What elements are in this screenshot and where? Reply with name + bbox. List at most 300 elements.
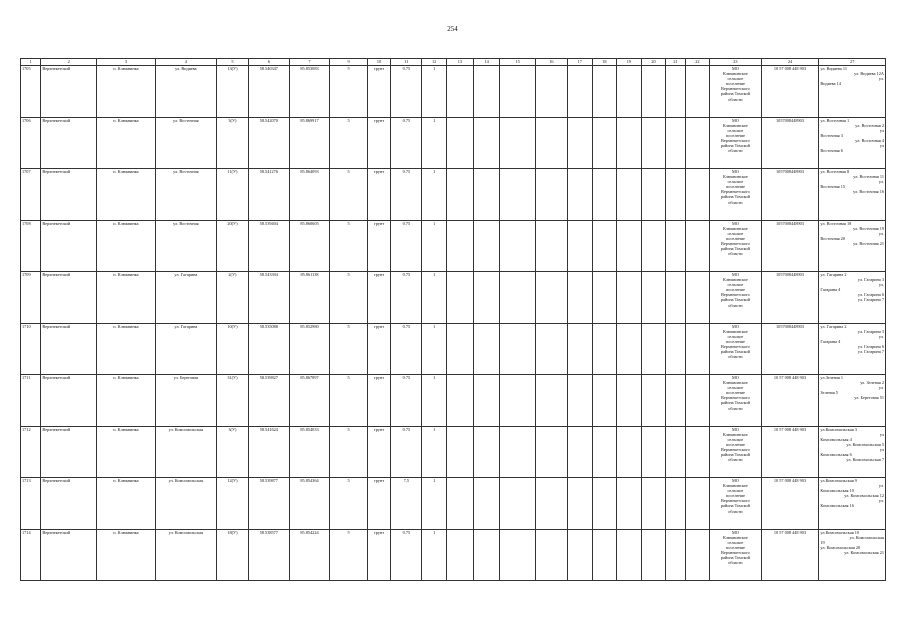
cell-place-no: 2(У) (216, 272, 248, 324)
cell-num: 1711 (21, 375, 41, 427)
empty-cell (567, 426, 592, 478)
cell-num: 1707 (21, 169, 41, 221)
cell-area: 0.75 (391, 66, 422, 118)
empty-cell (592, 478, 617, 530)
owner-line: района Томской (720, 554, 750, 560)
address-line: ул (879, 431, 884, 437)
cell-district: Верхнекетский (41, 529, 97, 581)
empty-cell (592, 375, 617, 427)
owner-line: Клюквинское (722, 277, 748, 283)
header-cell: 1 (21, 59, 41, 66)
address-line: ул.Комсомольская 3 (820, 426, 857, 432)
cell-num: 1708 (21, 220, 41, 272)
cell-street: ул. Восточная (155, 220, 216, 272)
empty-cell (535, 375, 567, 427)
cell-district: Верхнекетский (41, 323, 97, 375)
address-line: ул. (878, 385, 884, 391)
owner-line: поселение (725, 184, 745, 190)
address-line: Восточная 20 (820, 235, 845, 241)
cell-addresses (819, 66, 886, 118)
address-line: ул. Комсомольская 20 (820, 544, 861, 550)
empty-cell (617, 66, 642, 118)
owner-line: Клюквинское (722, 431, 748, 437)
empty-cell (473, 272, 500, 324)
table-row (21, 529, 886, 581)
empty-cell (685, 426, 710, 478)
empty-cell (446, 529, 473, 581)
owner-line: МО (731, 375, 739, 380)
cell-street: ул. Гагарина (155, 272, 216, 324)
cell-addresses (819, 375, 886, 427)
empty-cell (592, 272, 617, 324)
empty-cell (666, 117, 685, 169)
address-line: ул. Гагарина 2 (820, 272, 847, 277)
owner-line: Клюквинское (722, 534, 748, 540)
empty-cell (641, 375, 666, 427)
empty-cell (446, 323, 473, 375)
empty-cell (567, 117, 592, 169)
cell-lat: 58.538577 (248, 529, 289, 581)
owner-line: Клюквинское (722, 225, 748, 231)
empty-cell (592, 169, 617, 221)
owner-line: области (728, 405, 743, 411)
empty-cell (500, 169, 535, 221)
cell-lat: 58.543394 (248, 272, 289, 324)
owner-line: МО (731, 220, 739, 226)
address-line: ул. Восточная 21 (853, 240, 884, 246)
cell-num: 1709 (21, 272, 41, 324)
cell-locality: п. Клюквинка (96, 66, 155, 118)
cell-addresses (819, 478, 886, 530)
address-line: ул. Гагарина 7 (857, 297, 884, 303)
cell-surface: грунт (367, 478, 391, 530)
cell-district: Верхнекетский (41, 426, 97, 478)
empty-cell (685, 323, 710, 375)
address-line: ул. Комсомольская 5 (846, 441, 884, 447)
table-row (21, 66, 886, 118)
address-line: ул. (878, 179, 884, 185)
address-line: ул. Восточная 4 (855, 137, 884, 143)
owner-line: Клюквинское (722, 174, 748, 180)
address-line: ул. Комсомольская (849, 534, 884, 540)
cell-area: 0.75 (391, 529, 422, 581)
address-line: Комсомольская 4 (820, 436, 852, 442)
empty-cell (500, 323, 535, 375)
empty-cell (500, 478, 535, 530)
cell-lon: 85.861138 (289, 272, 330, 324)
empty-cell (666, 323, 685, 375)
cell-locality: п. Клюквинка (96, 220, 155, 272)
empty-cell (592, 117, 617, 169)
address-line: ул. (878, 498, 884, 504)
empty-cell (685, 272, 710, 324)
header-cell: 20 (641, 59, 666, 66)
empty-cell (535, 220, 567, 272)
header-cell: 3 (96, 59, 155, 66)
address-line: ул. Видяева 12А (854, 71, 884, 77)
owner-line: района Томской (720, 503, 750, 509)
header-cell: 23 (710, 59, 761, 66)
owner-line: области (728, 148, 743, 154)
cell-area: 0.75 (391, 169, 422, 221)
address-line: Гагарина 4 (820, 287, 841, 293)
header-cell: 10 (367, 59, 391, 66)
owner-line: Верхнекетского (720, 240, 750, 246)
owner-line: Верхнекетского (720, 292, 750, 298)
owner-line: района Томской (720, 348, 750, 354)
cell-cont: 1 (422, 529, 447, 581)
owner-line: поселение (725, 235, 745, 241)
empty-cell (617, 272, 642, 324)
cell-ogrn: 10 57 008 448 903 (761, 478, 819, 530)
address-line: Зеленая 5 (820, 390, 838, 396)
empty-cell (617, 323, 642, 375)
header-cell: 14 (473, 59, 500, 66)
owner-line: области (728, 199, 743, 205)
cell-locality: п. Клюквинка (96, 272, 155, 324)
owner-line: МО (731, 478, 739, 483)
empty-cell (567, 323, 592, 375)
header-cell: 18 (592, 59, 617, 66)
empty-cell (473, 169, 500, 221)
cell-surface: грунт (367, 117, 391, 169)
address-line: Восточная 3 (820, 132, 843, 138)
empty-cell (641, 117, 666, 169)
address-line: ул.Комсомольская 9 (820, 478, 857, 483)
address-line: ул. Восточная 11 (853, 174, 884, 180)
empty-cell (666, 220, 685, 272)
owner-line: МО (731, 117, 739, 123)
cell-ogrn: 1057008448903 (761, 323, 819, 375)
owner-line: МО (731, 272, 739, 277)
owner-line: Клюквинское (722, 328, 748, 334)
owner-line: поселение (725, 493, 745, 499)
address-line: ул. (878, 333, 884, 339)
cell-owner (710, 323, 761, 375)
address-line: Восточная 15 (820, 184, 845, 190)
header-cell: 6 (248, 59, 289, 66)
owner-line: МО (731, 169, 739, 174)
cell-street: ул. Комсомольская (155, 529, 216, 581)
address-line: ул. (878, 483, 884, 489)
cell-cont: 1 (422, 66, 447, 118)
owner-line: сельское (727, 488, 744, 494)
owner-line: поселение (725, 287, 745, 293)
cell-addresses (819, 272, 886, 324)
empty-cell (535, 117, 567, 169)
empty-cell (473, 117, 500, 169)
empty-cell (500, 117, 535, 169)
cell-lon: 85.854364 (289, 478, 330, 530)
empty-cell (641, 169, 666, 221)
cell-vol: 5 (330, 272, 367, 324)
cell-place-no: 3(У) (216, 426, 248, 478)
address-line: ул (879, 142, 884, 148)
cell-addresses (819, 426, 886, 478)
cell-place-no: 3(У) (216, 117, 248, 169)
header-cell: 7 (289, 59, 330, 66)
empty-cell (473, 426, 500, 478)
owner-line: области (728, 508, 743, 514)
empty-cell (641, 323, 666, 375)
empty-cell (592, 529, 617, 581)
cell-vol: 5 (330, 323, 367, 375)
cell-surface: грунт (367, 66, 391, 118)
address-line: ул. Восточная 8 (820, 169, 850, 174)
cell-street: ул. Комсомольская (155, 478, 216, 530)
owner-line: сельское (727, 333, 744, 339)
cell-owner (710, 529, 761, 581)
empty-cell (641, 220, 666, 272)
cell-num: 1710 (21, 323, 41, 375)
cell-vol: 5 (330, 426, 367, 478)
cell-lon: 85.869917 (289, 117, 330, 169)
table-row (21, 478, 886, 530)
address-line: Комсомольская 16 (820, 503, 854, 509)
cell-lat: 58.539827 (248, 375, 289, 427)
table-row (21, 426, 886, 478)
header-cell: 22 (685, 59, 710, 66)
empty-cell (500, 220, 535, 272)
cell-lon: 85.852980 (289, 323, 330, 375)
owner-line: области (728, 302, 743, 308)
empty-cell (473, 220, 500, 272)
cell-ogrn: 1057008448903 (761, 117, 819, 169)
empty-cell (446, 220, 473, 272)
cell-ogrn: 10 57 008 448 903 (761, 529, 819, 581)
address-line: ул. Восточная 18 (820, 220, 852, 226)
address-line: Гагарина 4 (820, 338, 841, 344)
cell-owner (710, 169, 761, 221)
cell-addresses (819, 323, 886, 375)
cell-locality: п. Клюквинка (96, 478, 155, 530)
address-line: ул. Восточная 2 (855, 122, 884, 128)
address-line: ул. Восточная 1 (820, 117, 850, 123)
cell-place-no: 20(У) (216, 220, 248, 272)
address-line: ул. Комсомольская 7 (846, 457, 884, 463)
owner-line: Верхнекетского (720, 137, 750, 143)
owner-line: сельское (727, 230, 744, 236)
cell-locality: п. Клюквинка (96, 117, 155, 169)
owner-line: поселение (725, 132, 745, 138)
cell-cont: 1 (422, 169, 447, 221)
owner-line: МО (731, 426, 739, 432)
address-line: ул. Гагарина 7 (857, 348, 884, 354)
cell-cont: 1 (422, 220, 447, 272)
address-line: ул. Комсомольская 12 (844, 493, 884, 499)
empty-cell (666, 478, 685, 530)
owner-line: района Томской (720, 400, 750, 406)
owner-line: района Томской (720, 91, 750, 97)
owner-line: сельское (727, 539, 744, 545)
empty-cell (641, 426, 666, 478)
empty-cell (446, 426, 473, 478)
cell-street: ул. Гагарина (155, 323, 216, 375)
empty-cell (685, 529, 710, 581)
empty-cell (500, 375, 535, 427)
header-cell: 27 (819, 59, 886, 66)
address-line: ул.Комсомольская 10 (820, 529, 860, 535)
empty-cell (446, 375, 473, 427)
cell-district: Верхнекетский (41, 66, 97, 118)
owner-line: района Томской (720, 245, 750, 251)
empty-cell (641, 478, 666, 530)
address-line: ул. Гагарина 2 (820, 323, 847, 329)
owner-line: района Томской (720, 142, 750, 148)
header-cell: 11 (391, 59, 422, 66)
empty-cell (535, 169, 567, 221)
owner-line: Клюквинское (722, 483, 748, 489)
empty-cell (535, 426, 567, 478)
address-line: ул. Видяева 11 (820, 66, 847, 71)
address-line: Комсомольская 10 (820, 488, 854, 494)
cell-area: 7,5 (391, 478, 422, 530)
empty-cell (592, 66, 617, 118)
cell-vol: 5 (330, 529, 367, 581)
empty-cell (666, 272, 685, 324)
owner-line: поселение (725, 81, 745, 87)
owner-line: района Томской (720, 451, 750, 457)
owner-line: Верхнекетского (720, 395, 750, 401)
header-cell: 19 (617, 59, 642, 66)
owner-line: Верхнекетского (720, 549, 750, 555)
owner-line: области (728, 560, 743, 566)
cell-area: 0.75 (391, 375, 422, 427)
table-row (21, 117, 886, 169)
empty-cell (567, 272, 592, 324)
cell-street: ул. Видяева (155, 66, 216, 118)
empty-cell (535, 478, 567, 530)
cell-surface: грунт (367, 323, 391, 375)
cell-district: Верхнекетский (41, 375, 97, 427)
empty-cell (641, 529, 666, 581)
owner-line: Верхнекетского (720, 446, 750, 452)
cell-cont: 1 (422, 323, 447, 375)
owner-line: области (728, 251, 743, 257)
empty-cell (617, 426, 642, 478)
empty-cell (567, 478, 592, 530)
cell-surface: грунт (367, 426, 391, 478)
address-line: ул. Береговая 51 (854, 395, 884, 401)
cell-ogrn: 10 57 008 448 903 (761, 426, 819, 478)
cell-area: 0.75 (391, 426, 422, 478)
cell-lon: 85.864093 (289, 169, 330, 221)
cell-lon: 85.854033 (289, 426, 330, 478)
cell-locality: п. Клюквинка (96, 375, 155, 427)
address-line: ул. (878, 282, 884, 288)
cell-ogrn: 1057008448903 (761, 169, 819, 221)
cell-ogrn: 10 57 008 448 903 (761, 375, 819, 427)
header-cell: 21 (666, 59, 685, 66)
address-line: ул. Восточная 19 (853, 225, 884, 231)
cell-vol: 5 (330, 375, 367, 427)
cell-district: Верхнекетский (41, 117, 97, 169)
empty-cell (500, 272, 535, 324)
cell-locality: п. Клюквинка (96, 529, 155, 581)
owner-line: сельское (727, 385, 744, 391)
empty-cell (617, 529, 642, 581)
cell-street: ул. Береговая (155, 375, 216, 427)
empty-cell (617, 220, 642, 272)
address-line: Комсомольская 6 (820, 451, 852, 457)
header-cell: 17 (567, 59, 592, 66)
cell-area: 0.75 (391, 117, 422, 169)
cell-vol: 5 (330, 66, 367, 118)
empty-cell (641, 272, 666, 324)
header-cell: 9 (330, 59, 367, 66)
header-cell: 24 (761, 59, 819, 66)
cell-ogrn: 1057008448903 (761, 272, 819, 324)
cell-owner (710, 272, 761, 324)
owner-line: сельское (727, 282, 744, 288)
header-row (21, 59, 886, 66)
cell-num: 1713 (21, 478, 41, 530)
empty-cell (641, 66, 666, 118)
owner-line: поселение (725, 390, 745, 396)
owner-line: поселение (725, 441, 745, 447)
header-cell: 2 (41, 59, 97, 66)
cell-cont: 1 (422, 426, 447, 478)
empty-cell (685, 220, 710, 272)
empty-cell (685, 117, 710, 169)
empty-cell (446, 66, 473, 118)
registry-table (20, 58, 886, 581)
owner-line: сельское (727, 436, 744, 442)
empty-cell (446, 478, 473, 530)
empty-cell (685, 66, 710, 118)
empty-cell (500, 426, 535, 478)
owner-line: МО (731, 323, 739, 329)
empty-cell (685, 478, 710, 530)
cell-street: ул. Комсомольская (155, 426, 216, 478)
cell-street: ул. Восточная (155, 169, 216, 221)
cell-lat: 58.539877 (248, 478, 289, 530)
empty-cell (685, 375, 710, 427)
owner-line: области (728, 96, 743, 102)
header-cell: 13 (446, 59, 473, 66)
cell-district: Верхнекетский (41, 272, 97, 324)
cell-ogrn: 1057008448903 (761, 220, 819, 272)
page-number: 254 (447, 25, 458, 33)
cell-lon: 85.853083 (289, 66, 330, 118)
cell-place-no: 13(У) (216, 66, 248, 118)
empty-cell (592, 323, 617, 375)
empty-cell (592, 220, 617, 272)
cell-lon: 85.867897 (289, 375, 330, 427)
empty-cell (500, 529, 535, 581)
empty-cell (666, 426, 685, 478)
cell-cont: 1 (422, 272, 447, 324)
empty-cell (666, 375, 685, 427)
empty-cell (473, 323, 500, 375)
cell-area: 0.75 (391, 220, 422, 272)
address-line: Видяева 14 (820, 81, 841, 87)
owner-line: Клюквинское (722, 380, 748, 386)
table-row (21, 375, 886, 427)
empty-cell (473, 375, 500, 427)
cell-lon: 85.854224 (289, 529, 330, 581)
cell-num: 1712 (21, 426, 41, 478)
address-line: ул. Комсомольская 21 (844, 549, 884, 555)
address-line: ул. (878, 230, 884, 236)
address-line: Восточная 6 (820, 148, 843, 154)
cell-owner (710, 375, 761, 427)
owner-line: сельское (727, 76, 744, 82)
owner-line: района Томской (720, 194, 750, 200)
owner-line: области (728, 457, 743, 463)
empty-cell (446, 169, 473, 221)
empty-cell (446, 117, 473, 169)
